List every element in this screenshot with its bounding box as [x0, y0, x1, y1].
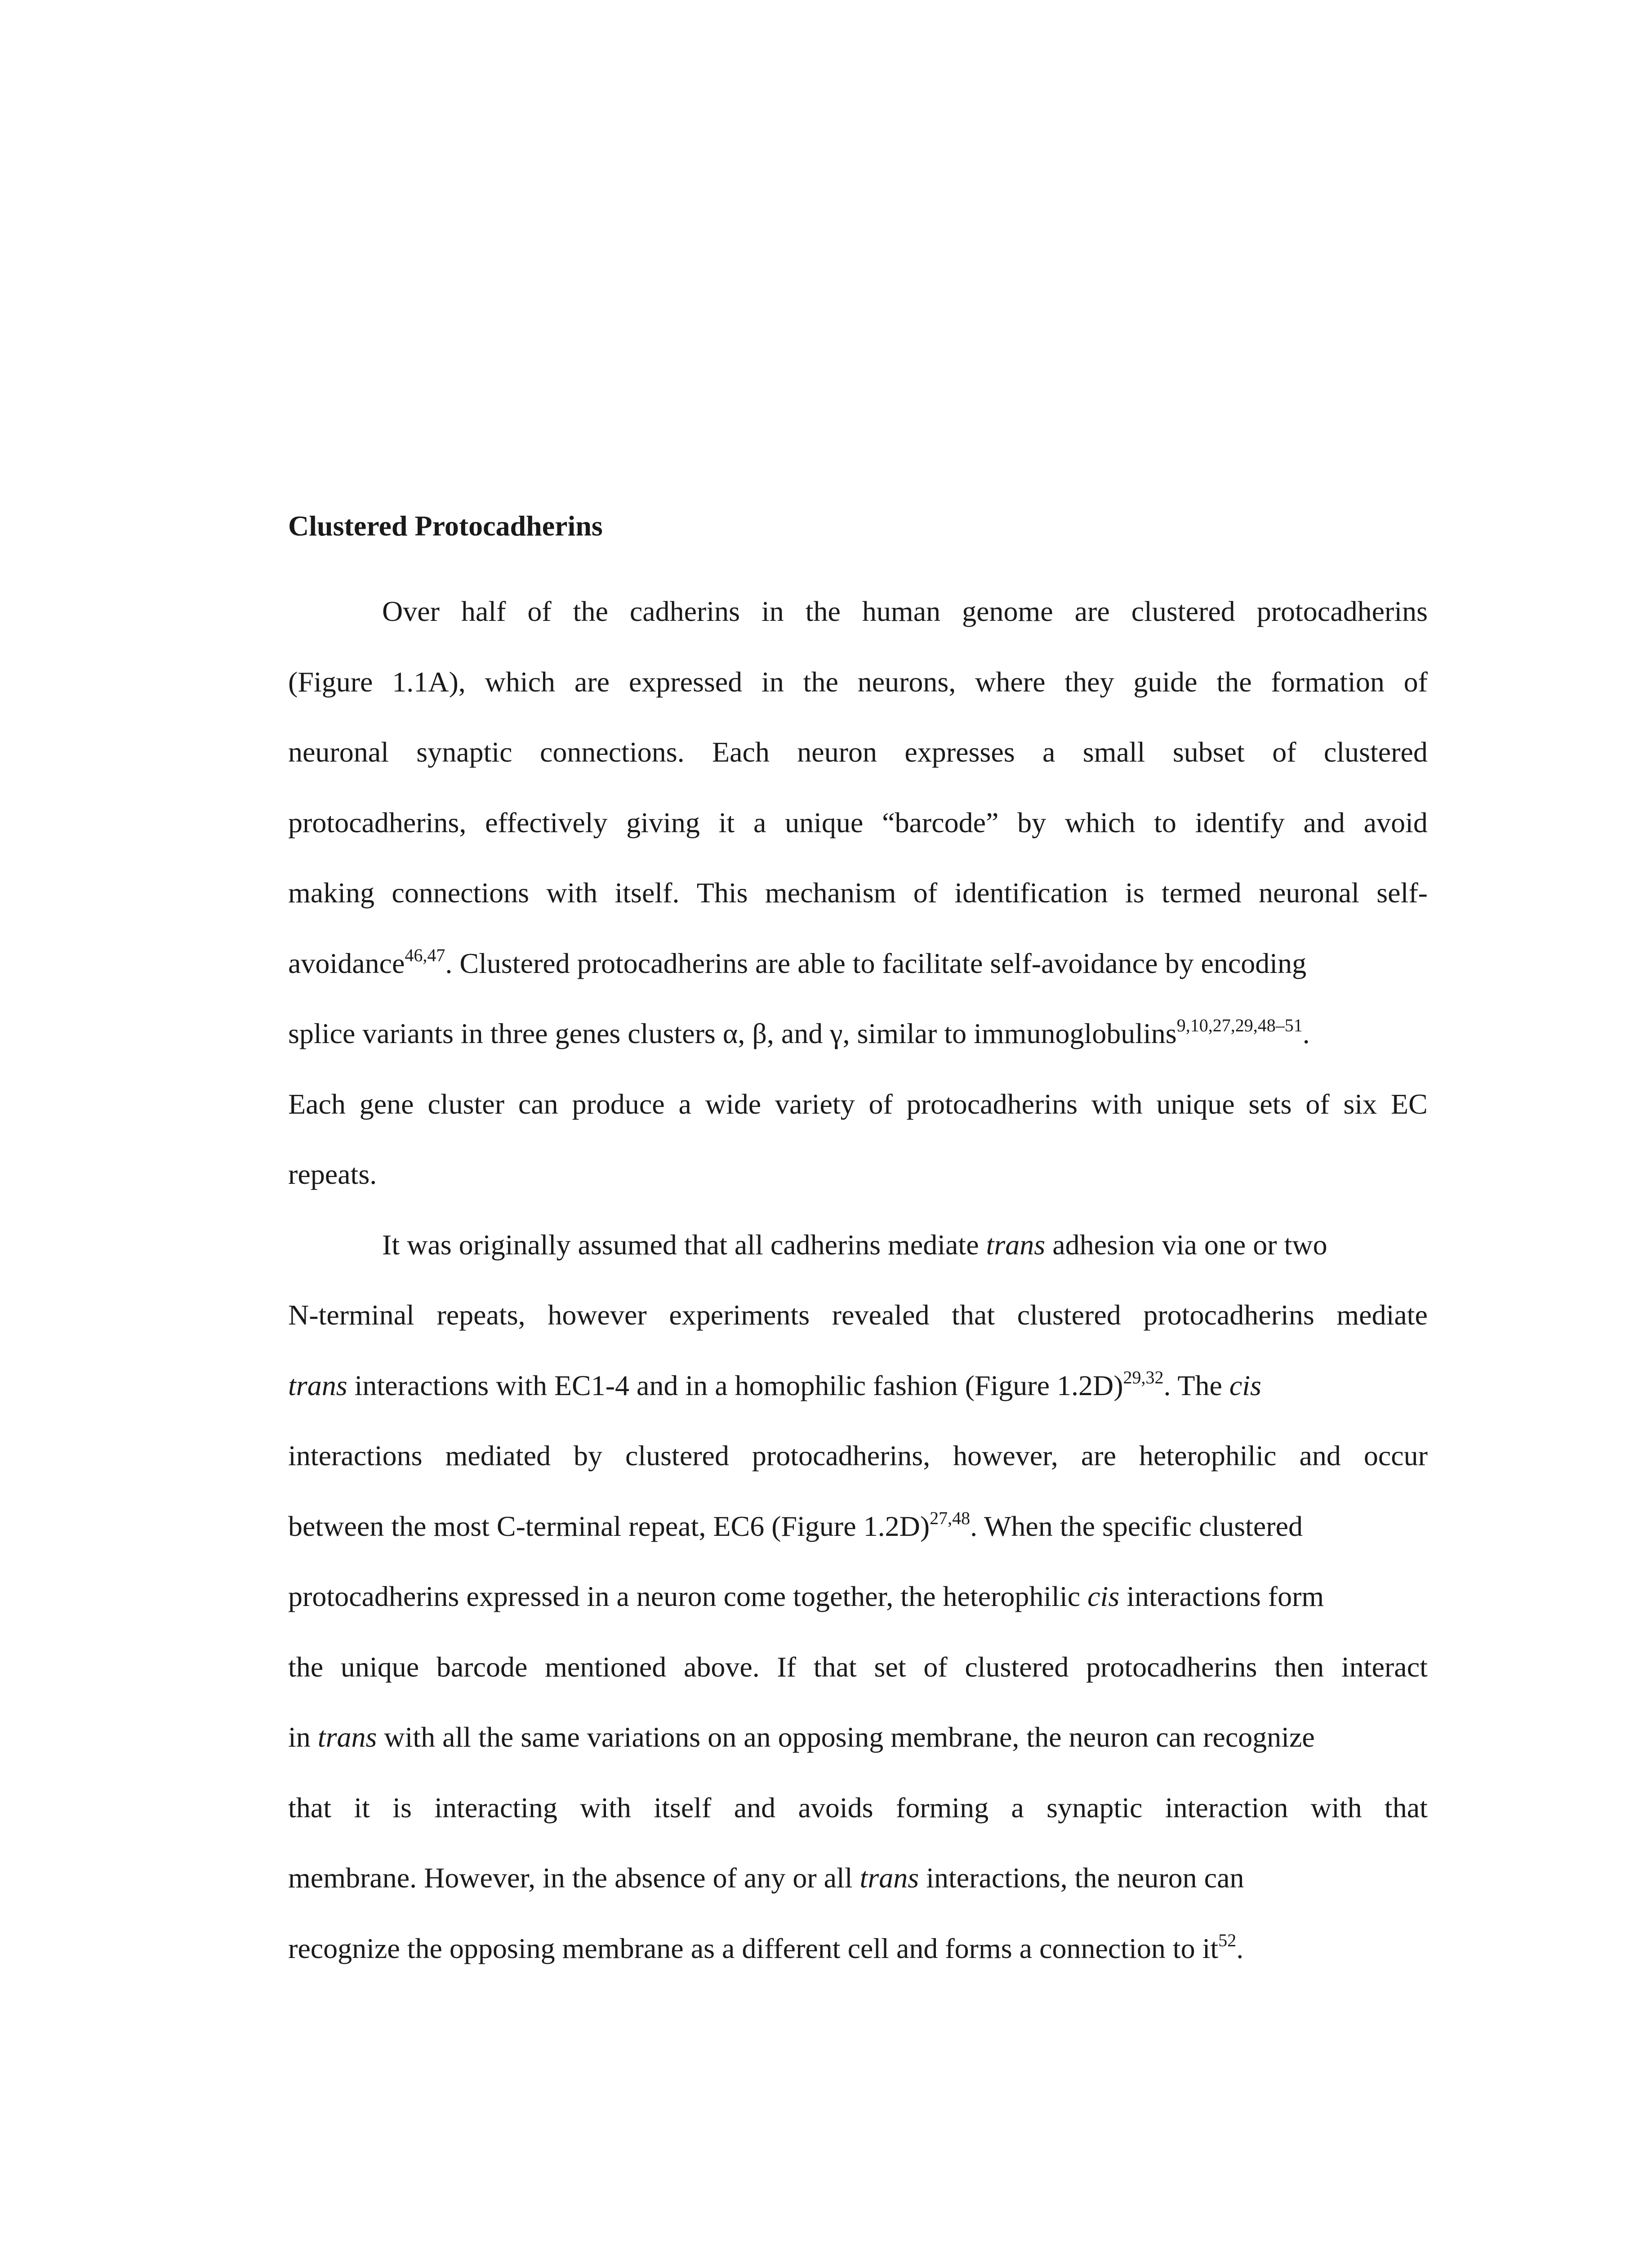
word: formation: [1271, 666, 1385, 698]
word: experiments: [669, 1299, 810, 1331]
word: unique: [785, 807, 864, 839]
word: revealed: [832, 1299, 930, 1331]
word: where: [975, 666, 1046, 698]
word: mediate: [1336, 1299, 1428, 1331]
text-run: adhesion via one or two: [1045, 1229, 1327, 1261]
word: protocadherins,: [288, 807, 467, 839]
word: identify: [1195, 807, 1285, 839]
word: itself: [654, 1792, 712, 1824]
word: however: [548, 1299, 647, 1331]
word: variety: [775, 1088, 855, 1120]
word: to: [1154, 807, 1176, 839]
paragraph-2-line-8: [288, 1719, 1428, 1755]
word: is: [1125, 877, 1144, 909]
word: This: [696, 877, 748, 909]
italic-term: trans: [317, 1721, 377, 1753]
word: clustered: [625, 1440, 729, 1472]
word: is: [392, 1792, 412, 1824]
text-run: . When the specific clustered: [970, 1510, 1303, 1542]
word: interaction: [1165, 1792, 1288, 1824]
text-run: . Clustered protocadherins are able to facilitate self-avoidance by encoding: [445, 947, 1307, 979]
word: that: [813, 1651, 857, 1683]
word: it: [718, 807, 735, 839]
word: mediated: [445, 1440, 551, 1472]
word: N-terminal: [288, 1299, 414, 1331]
word: and: [734, 1792, 776, 1824]
word: “barcode”: [882, 807, 999, 839]
word: the: [573, 595, 608, 627]
word: half: [461, 595, 506, 627]
italic-term: cis: [1229, 1369, 1261, 1401]
word: clustered: [1131, 595, 1235, 627]
word: it: [354, 1792, 370, 1824]
word: avoid: [1363, 807, 1428, 839]
word: are: [1074, 595, 1110, 627]
word: interacting: [434, 1792, 557, 1824]
text-run: with all the same variations on an opposing membrane, the neuron can recognize: [377, 1721, 1315, 1753]
word: itself.: [614, 877, 680, 909]
word: self-: [1376, 877, 1428, 909]
word: with: [580, 1792, 632, 1824]
word: that: [1384, 1792, 1428, 1824]
word: the: [805, 595, 841, 627]
paragraph-1-line-5: [288, 875, 1428, 911]
word: are: [1081, 1440, 1116, 1472]
word: identification: [954, 877, 1108, 909]
word: EC: [1391, 1088, 1428, 1120]
paragraph-1-line-3: [288, 734, 1428, 770]
text-run: membrane. However, in the absence of any or all: [288, 1862, 860, 1894]
text-run: in: [288, 1721, 318, 1753]
word: (Figure: [288, 666, 373, 698]
paragraph-2-line-10: [288, 1860, 1428, 1896]
word: and: [1303, 807, 1345, 839]
text-run: It was originally assumed that all cadherins mediate: [382, 1229, 986, 1261]
italic-term: trans: [986, 1229, 1046, 1261]
word: clustered: [1017, 1299, 1121, 1331]
citation: 52: [1218, 1930, 1237, 1950]
word: protocadherins: [906, 1088, 1078, 1120]
word: set: [874, 1651, 906, 1683]
word: by: [1017, 807, 1046, 839]
word: avoids: [798, 1792, 873, 1824]
word: unique: [1156, 1088, 1235, 1120]
word: that: [952, 1299, 995, 1331]
word: sets: [1248, 1088, 1292, 1120]
word: clustered: [1323, 736, 1428, 768]
word: cadherins: [629, 595, 740, 627]
word: Each: [712, 736, 770, 768]
word: with: [1091, 1088, 1143, 1120]
word: clustered: [965, 1651, 1069, 1683]
paragraph-2-line-1: [382, 1227, 1428, 1263]
word: heterophilic: [1139, 1440, 1277, 1472]
citation: 29,32: [1123, 1367, 1164, 1387]
italic-term: cis: [1087, 1580, 1120, 1612]
word: a: [753, 807, 766, 839]
text-run: recognize the opposing membrane as a different cell and forms a connection to it: [288, 1932, 1219, 1964]
word: of: [1403, 666, 1428, 698]
paragraph-2-line-9: [288, 1790, 1428, 1826]
word: of: [1272, 736, 1296, 768]
word: expressed: [628, 666, 743, 698]
word: genome: [962, 595, 1053, 627]
text-run: splice variants in three genes clusters α, β, and γ, similar to immunoglobulins: [288, 1017, 1177, 1049]
word: human: [862, 595, 941, 627]
word: of: [868, 1088, 893, 1120]
paragraph-1-line-1: [382, 593, 1428, 629]
word: with: [546, 877, 598, 909]
italic-term: trans: [288, 1369, 347, 1401]
word: which: [485, 666, 556, 698]
italic-term: trans: [859, 1862, 919, 1894]
word: connections.: [539, 736, 685, 768]
paragraph-2-line-2: [288, 1297, 1428, 1333]
paragraph-1-line-7: [288, 1016, 1428, 1052]
word: neuronal: [288, 736, 389, 768]
word: the: [1216, 666, 1252, 698]
word: however,: [953, 1440, 1058, 1472]
paragraph-1-line-8: [288, 1086, 1428, 1122]
word: wide: [705, 1088, 761, 1120]
section-heading: Clustered Protocadherins: [288, 510, 603, 542]
text-run: .: [1302, 1017, 1310, 1049]
word: mentioned: [545, 1651, 667, 1683]
paragraph-2-line-11: [288, 1931, 1428, 1967]
word: in: [761, 595, 784, 627]
text-run: .: [1236, 1932, 1244, 1964]
word: and: [1299, 1440, 1341, 1472]
word: protocadherins: [1143, 1299, 1314, 1331]
word: synaptic: [1046, 1792, 1143, 1824]
word: repeats,: [436, 1299, 525, 1331]
word: protocadherins,: [752, 1440, 931, 1472]
word: unique: [340, 1651, 419, 1683]
paragraph-2-line-4: [288, 1438, 1428, 1474]
word: expresses: [904, 736, 1015, 768]
text-run: . The: [1163, 1369, 1229, 1401]
word: with: [1310, 1792, 1362, 1824]
text-run: between the most C-terminal repeat, EC6 (Figure 1.2D): [288, 1510, 930, 1542]
word: cluster: [427, 1088, 504, 1120]
word: connections: [392, 877, 529, 909]
word: they: [1064, 666, 1114, 698]
word: protocadherins: [1256, 595, 1428, 627]
paragraph-1-line-9: repeats.: [288, 1158, 377, 1190]
word: a: [1011, 1792, 1024, 1824]
word: in: [761, 666, 784, 698]
text-run: interactions with EC1-4 and in a homophilic fashion (Figure 1.2D): [347, 1369, 1123, 1401]
text-run: interactions, the neuron can: [919, 1862, 1244, 1894]
word: mechanism: [765, 877, 896, 909]
paragraph-2-line-6: [288, 1579, 1428, 1615]
word: which: [1064, 807, 1135, 839]
citation: 27,48: [930, 1508, 971, 1528]
word: of: [1305, 1088, 1330, 1120]
word: neuron: [797, 736, 877, 768]
word: of: [923, 1651, 948, 1683]
word: termed: [1161, 877, 1242, 909]
word: guide: [1133, 666, 1198, 698]
word: can: [518, 1088, 558, 1120]
word: Each: [288, 1088, 346, 1120]
word: Over: [382, 595, 440, 627]
word: by: [574, 1440, 602, 1472]
word: of: [527, 595, 552, 627]
word: above.: [683, 1651, 760, 1683]
word: subset: [1172, 736, 1245, 768]
word: produce: [572, 1088, 665, 1120]
paragraph-2-line-5: [288, 1508, 1428, 1544]
word: the: [288, 1651, 324, 1683]
citation: 46,47: [405, 945, 445, 965]
word: that: [288, 1792, 331, 1824]
paragraph-1-line-6: [288, 946, 1428, 981]
paragraph-2-line-7: [288, 1649, 1428, 1685]
text-run: interactions form: [1119, 1580, 1324, 1612]
paragraph-1-line-2: [288, 664, 1428, 700]
word: six: [1343, 1088, 1377, 1120]
citation: 9,10,27,29,48–51: [1176, 1015, 1303, 1035]
word: are: [574, 666, 610, 698]
word: neurons,: [857, 666, 956, 698]
text-run: protocadherins expressed in a neuron come together, the heterophilic: [288, 1580, 1088, 1612]
word: then: [1274, 1651, 1324, 1683]
word: protocadherins: [1086, 1651, 1257, 1683]
word: small: [1082, 736, 1145, 768]
word: of: [913, 877, 938, 909]
word: a: [1042, 736, 1055, 768]
word: making: [288, 877, 374, 909]
word: If: [777, 1651, 797, 1683]
paragraph-1-line-4: [288, 805, 1428, 841]
word: interact: [1341, 1651, 1428, 1683]
word: occur: [1363, 1440, 1428, 1472]
text-run: avoidance: [288, 947, 405, 979]
word: 1.1A),: [392, 666, 466, 698]
word: giving: [626, 807, 700, 839]
word: the: [803, 666, 838, 698]
word: gene: [359, 1088, 414, 1120]
word: effectively: [485, 807, 608, 839]
word: synaptic: [416, 736, 512, 768]
word: barcode: [436, 1651, 528, 1683]
word: a: [678, 1088, 691, 1120]
word: forming: [895, 1792, 989, 1824]
word: interactions: [288, 1440, 423, 1472]
paragraph-2-line-3: [288, 1368, 1428, 1404]
word: neuronal: [1259, 877, 1359, 909]
